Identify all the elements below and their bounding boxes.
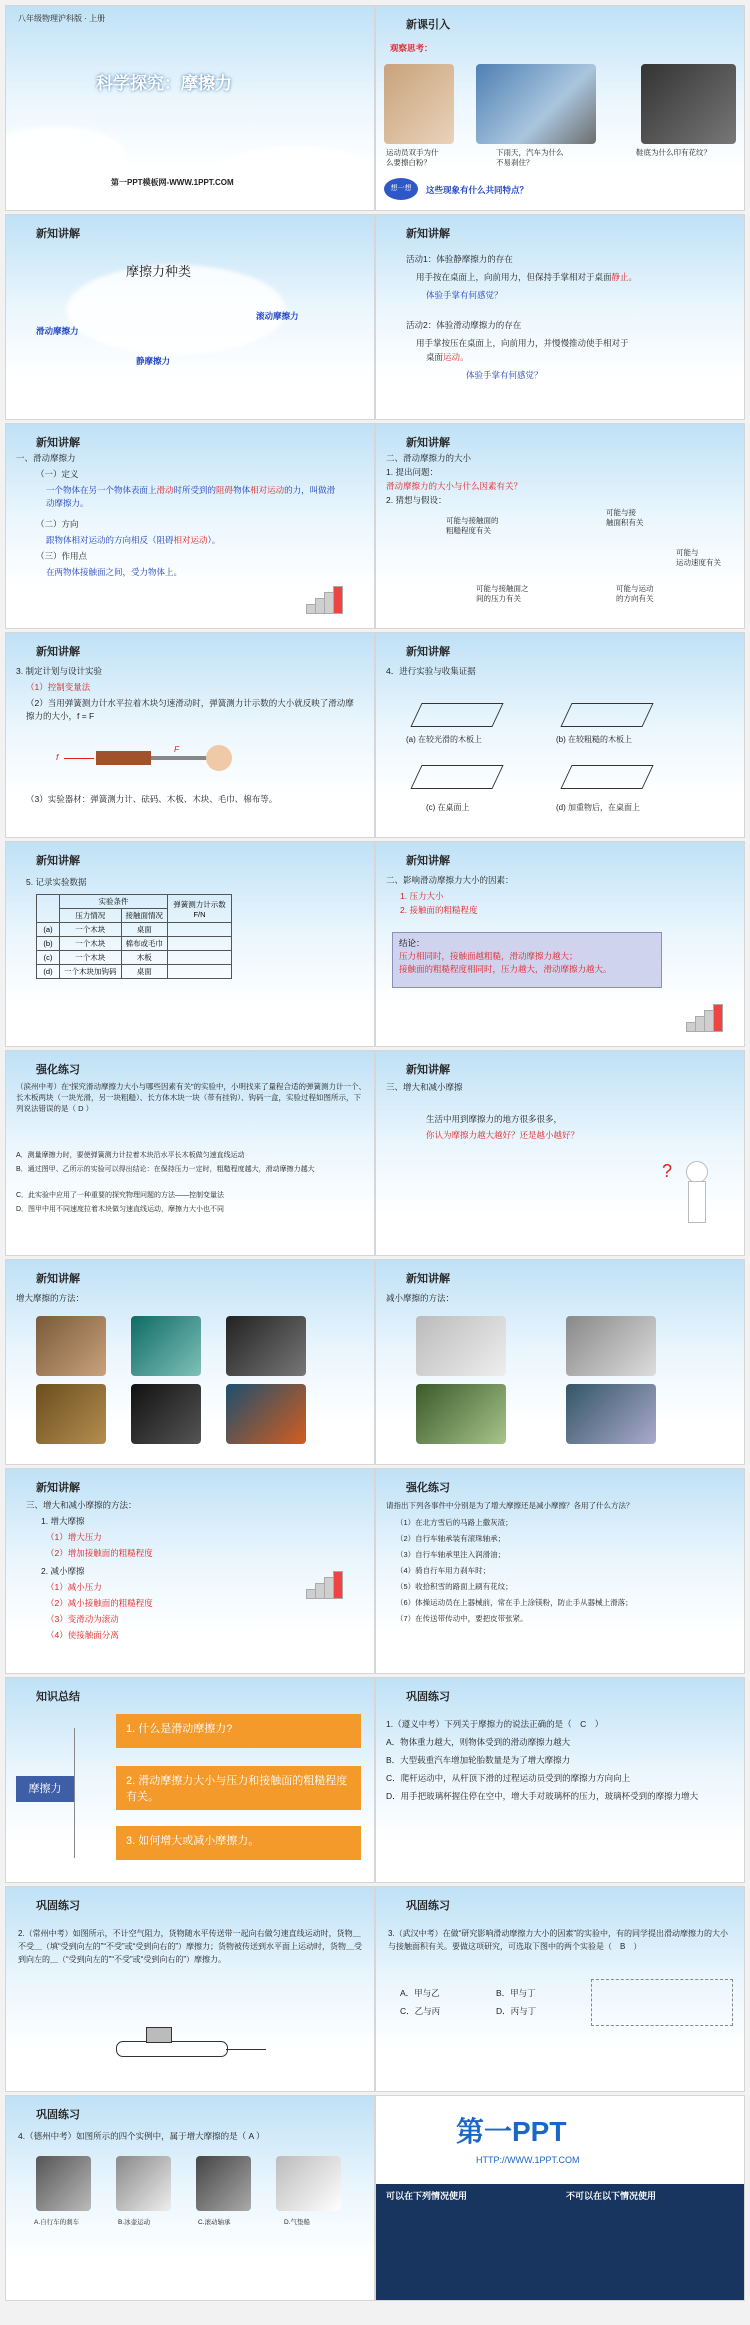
activity-2-text2: 桌面运动。 — [426, 352, 469, 362]
photo-tires — [131, 1384, 201, 1444]
option-a: A．甲与乙 — [400, 1988, 440, 1998]
slide-14 — [375, 1259, 745, 1465]
header: 新知讲解 — [36, 1482, 80, 1494]
equipment: （3）实验器材：弹簧测力计、砝码、木板、木块、毛巾、棉布等。 — [26, 794, 278, 804]
point-heading: （三）作用点 — [36, 551, 88, 561]
slide-title: 科学探究：摩擦力 — [96, 74, 232, 93]
diagram-c — [410, 765, 503, 789]
increase: 1. 增大摩擦 — [41, 1516, 85, 1526]
question: 1.（遵义中考）下列关于摩擦力的说法正确的是（ C ） — [386, 1719, 604, 1729]
logo: 第一PPT — [456, 2116, 567, 2147]
data-table — [36, 894, 232, 979]
header: 巩固练习 — [36, 2109, 80, 2121]
slide-10 — [375, 841, 745, 1047]
statement: 生活中用到摩擦力的地方很多很多， — [426, 1114, 563, 1124]
list-item: （1）在北方雪后的马路上撒灰渣； — [396, 1518, 513, 1527]
label-a: (a) 在较光滑的木板上 — [406, 735, 482, 744]
slide-22 — [375, 2095, 745, 2301]
question: （滨州中考）在“探究滑动摩擦力大小与哪些因素有关”的实验中，小明找来了量程合适的弹簧测力计一个、长木板两块（一块光滑，另一块粗糙）、长方体木块一块（带有挂钩）、钩码一盒，实验过程如图所示，下列说法错误的是（ D ） — [16, 1082, 366, 1113]
activity-2-q: 体验手掌有何感觉？ — [466, 370, 543, 380]
stairs-icon — [306, 584, 346, 614]
slide-9 — [5, 841, 375, 1047]
photo-hovercraft — [276, 2156, 341, 2211]
photo-shoe — [641, 64, 736, 144]
question: 你认为摩擦力越大越好？还是越小越好？ — [426, 1130, 580, 1140]
header: 新知讲解 — [406, 437, 450, 449]
question: 滑动摩擦力的大小与什么因素有关？ — [386, 481, 523, 491]
slide-8 — [375, 632, 745, 838]
header: 新知讲解 — [36, 646, 80, 658]
method: （1）控制变量法 — [26, 682, 91, 692]
stairs-icon — [686, 1002, 726, 1032]
activity-1-text: 用手按在桌面上，向前用力，但保持手掌相对于桌面静止。 — [416, 272, 638, 282]
summary-3: 3. 如何增大或减小摩擦力。 — [116, 1826, 361, 1860]
plan-heading: 3. 制定计划与设计实验 — [16, 666, 102, 676]
caption-c: C.滚动轴承 — [198, 2219, 231, 2226]
caption-a: A.自行车的刹车 — [34, 2219, 80, 2226]
spring-scale-diagram — [56, 743, 236, 773]
heading: 减小摩擦的方法： — [386, 1293, 455, 1303]
section-title: 三、增大和减小摩擦的方法： — [26, 1500, 137, 1510]
header: 强化练习 — [36, 1064, 80, 1076]
option-b: B．大型载重汽车增加轮胎数量是为了增大摩擦力 — [386, 1755, 571, 1765]
header: 强化练习 — [406, 1482, 450, 1494]
header: 新知讲解 — [36, 1273, 80, 1285]
dir-heading: （二）方向 — [36, 519, 79, 529]
photo-snow-chain — [36, 1384, 106, 1444]
def-heading: （一）定义 — [36, 469, 79, 479]
list-item: （2）自行车轴承装有滚珠轴承； — [396, 1534, 506, 1543]
dir-text: 跟物体相对运动的方向相反（阻碍相对运动）。 — [46, 535, 221, 545]
question: 4.（德州中考）如图所示的四个实例中，属于增大摩擦的是（ A ） — [18, 2131, 265, 2141]
photo-wheel — [416, 1384, 506, 1444]
photo-brake — [36, 2156, 91, 2211]
photo-handlebar — [226, 1316, 306, 1376]
f-label: f — [56, 752, 59, 762]
header: 新知讲解 — [406, 855, 450, 867]
header: 知识总结 — [36, 1691, 80, 1703]
header: 新课引入 — [406, 19, 450, 31]
slide-11 — [5, 1050, 375, 1256]
slide-16 — [375, 1468, 745, 1674]
photo-car — [476, 64, 596, 144]
think-badge: 想一想 — [384, 178, 418, 200]
diagram-d — [560, 765, 653, 789]
table-row: (a) 一个木块 桌面 — [37, 923, 232, 937]
cannot-use-heading: 不可以在以下情况使用 — [566, 2191, 657, 2201]
experiment-diagrams — [591, 1979, 733, 2026]
photo-belt — [226, 1384, 306, 1444]
decrease-3: （3）变滑动为滚动 — [46, 1614, 119, 1624]
photo-athlete — [384, 64, 454, 144]
header: 新知讲解 — [406, 228, 450, 240]
summary-2: 2. 滑动摩擦力大小与压力和接触面的粗糙程度有关。 — [116, 1766, 361, 1810]
slide-15 — [5, 1468, 375, 1674]
option-a: A．物体重力越大，则物体受到的滑动摩擦力越大 — [386, 1737, 571, 1747]
type-rolling: 滚动摩擦力 — [256, 311, 299, 321]
list-item: （6）体操运动员在上器械前，常在手上涂镁粉，防止手从器械上滑落； — [396, 1598, 633, 1607]
slide-1 — [5, 5, 375, 211]
option-d: D．用手把玻璃杯握住停在空中，增大手对玻璃杯的压力，玻璃杯受到的摩擦力增大 — [386, 1791, 699, 1801]
slide-17 — [5, 1677, 375, 1883]
question: 这些现象有什么共同特点？ — [426, 185, 529, 195]
url: HTTP://WWW.1PPT.COM — [476, 2155, 580, 2165]
photo-hovercraft — [566, 1384, 656, 1444]
slide-21 — [5, 2095, 375, 2301]
photo-maglev — [416, 1316, 506, 1376]
heading: 增大摩擦的方法： — [16, 1293, 85, 1303]
list-item: （7）在传送带传动中，要把皮带张紧。 — [396, 1614, 528, 1623]
table-row: (d) 一个木块加钩码 桌面 — [37, 965, 232, 979]
caption-2: 下雨天，汽车为什么 不易刹住？ — [496, 148, 564, 167]
site-label: 第一PPT模板网-WWW.1PPT.COM — [111, 178, 234, 187]
question: 2.（常州中考）如图所示，不计空气阻力，货物随水平传送带一起向右做匀速直线运动时，货物＿不受＿（填“受到向左的”“不受”或“受到向右的”）摩擦力；货物被传送到水平面上运动时，货物＿受到向左的＿（“受到向左的”“不受”或“受到向右的”）摩擦力。 — [18, 1929, 362, 1964]
section-title: 三、增大和减小摩擦 — [386, 1082, 463, 1092]
slide-20 — [375, 1886, 745, 2092]
header: 巩固练习 — [36, 1900, 80, 1912]
stairs-icon — [306, 1569, 346, 1599]
list-item: （3）自行车轴承里注入润滑油； — [396, 1550, 506, 1559]
factor-1: 1. 压力大小 — [400, 891, 444, 901]
option-c: C．乙与丙 — [400, 2006, 441, 2016]
slide-6 — [375, 423, 745, 629]
photo-bike-brake — [131, 1316, 201, 1376]
photo-bearing — [196, 2156, 251, 2211]
question: 请指出下列各事件中分别是为了增大摩擦还是减小摩擦？各用了什么方法？ — [386, 1501, 634, 1510]
option-d: D．丙与丁 — [496, 2006, 537, 2016]
header: 新知讲解 — [406, 1064, 450, 1076]
conveyor-diagram — [116, 2027, 266, 2072]
list-item: （5）收拾积雪的路面上刷有花纹； — [396, 1582, 513, 1591]
label-b: (b) 在较粗糙的木板上 — [556, 735, 632, 744]
diagram-b — [560, 703, 653, 727]
step-heading: 4．进行实验与收集证据 — [386, 666, 476, 676]
option-b: B．通过图甲、乙所示的实验可以得出结论：在保持压力一定时，粗糙程度越大，滑动摩擦力越大 — [16, 1166, 315, 1173]
can-use-heading: 可以在下列情况使用 — [386, 2191, 468, 2201]
table-row: (c) 一个木块 木板 — [37, 951, 232, 965]
header: 巩固练习 — [406, 1900, 450, 1912]
slide-13 — [5, 1259, 375, 1465]
caption-1: 运动员双手为什 么要擦白粉？ — [386, 148, 439, 167]
slide-3 — [5, 214, 375, 420]
col-pressure: 压力情况 — [60, 909, 122, 923]
factors-heading: 二、影响滑动摩擦力大小的因素： — [386, 875, 514, 885]
header: 新知讲解 — [36, 228, 80, 240]
guess-heading: 2. 猜想与假设： — [386, 495, 447, 505]
increase-1: （1）增大压力 — [46, 1532, 102, 1542]
activity-1: 活动1：体验静摩擦力的存在 — [406, 254, 513, 264]
topic-label: 摩擦力 — [16, 1776, 74, 1802]
data-heading: 5. 记录实验数据 — [26, 877, 87, 887]
diagram-a — [410, 703, 503, 727]
type-static: 静摩擦力 — [136, 356, 171, 366]
header: 新知讲解 — [36, 437, 80, 449]
conclusion-1: 压力相同时，接触面越粗糙，滑动摩擦力越大； — [399, 951, 578, 961]
conclusion-box — [392, 932, 662, 988]
activity-2: 活动2：体验滑动摩擦力的存在 — [406, 320, 522, 330]
guess-1: 可能与接触面的 粗糙程度有关 — [446, 516, 499, 535]
caption-d: D.气垫船 — [284, 2219, 310, 2226]
col-reading: 弹簧测力计示数F/N — [168, 895, 232, 923]
option-a: A．测量摩擦力时，要使弹簧测力计拉着木块沿水平长木板做匀速直线运动 — [16, 1152, 245, 1159]
col-surface: 接触面情况 — [121, 909, 168, 923]
increase-2: （2）增加接触面的粗糙程度 — [46, 1548, 153, 1558]
header: 新知讲解 — [406, 1273, 450, 1285]
slide-12 — [375, 1050, 745, 1256]
slide-19 — [5, 1886, 375, 2092]
option-d: D．图甲中用不同速度拉着木块做匀速直线运动，摩擦力大小也不同 — [16, 1206, 225, 1213]
label-c: (c) 在桌面上 — [426, 803, 470, 812]
point-text: 在两物体接触面之间，受力物体上。 — [46, 567, 183, 577]
slide-4 — [375, 214, 745, 420]
slide-5 — [5, 423, 375, 629]
list-item: （4）骑自行车用力刹车时； — [396, 1566, 491, 1575]
header: 新知讲解 — [406, 646, 450, 658]
caption-3: 鞋底为什么印有花纹？ — [636, 148, 711, 157]
decrease-1: （1）减小压力 — [46, 1582, 102, 1592]
guess-5: 可能与运动 的方向有关 — [616, 584, 654, 603]
course-label: 八年级物理沪科版 · 上册 — [18, 14, 106, 23]
header: 巩固练习 — [406, 1691, 450, 1703]
caption-b: B.冰壶运动 — [118, 2219, 151, 2226]
decrease-2: （2）减小接触面的粗糙程度 — [46, 1598, 153, 1608]
photo-shoe-sole — [36, 1316, 106, 1376]
section-title: 二、滑动摩擦力的大小 — [386, 453, 472, 463]
activity-2-text: 用手掌按压在桌面上，向前用力，并慢慢推动使手相对于 — [416, 338, 629, 348]
observe-label: 观察思考： — [390, 43, 433, 53]
slide-7 — [5, 632, 375, 838]
photo-curling — [116, 2156, 171, 2211]
header: 新知讲解 — [36, 855, 80, 867]
guess-2: 可能与接 触面积有关 — [606, 508, 644, 527]
guess-4: 可能与接触面之 间的压力有关 — [476, 584, 529, 603]
F-label: F — [174, 744, 180, 754]
conclusion-label: 结论： — [399, 938, 425, 948]
option-c: C．此实验中应用了一种重要的探究物理问题的方法——控制变量法 — [16, 1192, 225, 1199]
label-d: (d) 加重物后，在桌面上 — [556, 803, 640, 812]
summary-1: 1. 什么是滑动摩擦力? — [116, 1714, 361, 1748]
col-condition: 实验条件 — [60, 895, 168, 909]
table-row: (b) 一个木块 棉布或毛巾 — [37, 937, 232, 951]
option-b: B．甲与丁 — [496, 1988, 536, 1998]
option-c: C．爬杆运动中，从杆顶下滑的过程运动员受到的摩擦力方向向上 — [386, 1773, 631, 1783]
photo-bicycle — [566, 1316, 656, 1376]
slide-2 — [375, 5, 745, 211]
guess-3: 可能与 运动速度有关 — [676, 548, 721, 567]
principle: （2）当用弹簧测力计水平拉着木块匀速滑动时，弹簧测力计示数的大小就反映了滑动摩擦力的大小，f = F — [26, 698, 354, 721]
section-title: 一、滑动摩擦力 — [16, 453, 76, 463]
activity-1-q: 体验手掌有何感觉？ — [426, 290, 503, 300]
decrease: 2. 减小摩擦 — [41, 1566, 85, 1576]
thinker-figure: ? — [676, 1161, 716, 1231]
conclusion-2: 接触面的粗糙程度相同时，压力越大，滑动摩擦力越大。 — [399, 964, 612, 974]
question: 3.（武汉中考）在做“研究影响滑动摩擦力大小的因素”的实验中，有的同学提出滑动摩擦力的大小与接触面积有关。要做这项研究，可选取下图中的两个实验是（ B ） — [388, 1929, 728, 1951]
factor-2: 2. 接触面的粗糙程度 — [400, 905, 478, 915]
q-heading: 1. 提出问题： — [386, 467, 438, 477]
slide-18 — [375, 1677, 745, 1883]
type-sliding: 滑动摩擦力 — [36, 326, 79, 336]
def-text: 一个物体在另一个物体表面上滑动时所受到的阻碍物体相对运动的力，叫做滑动摩擦力。 — [46, 485, 336, 508]
decrease-4: （4）使接触面分离 — [46, 1630, 119, 1640]
title: 摩擦力种类 — [126, 264, 192, 279]
